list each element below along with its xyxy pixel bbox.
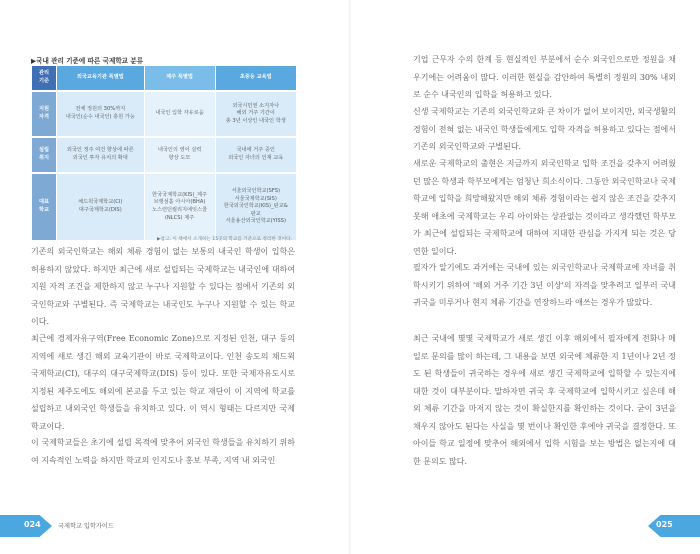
cell-text: 총 3년 이상인 내국인 학생: [225, 117, 286, 124]
row-label-text: 학교: [38, 207, 50, 213]
cell-text: 외국인 투자 유치의 확대: [72, 155, 128, 161]
row-label-text: 취지: [38, 155, 50, 161]
table-cell: [145, 174, 215, 240]
body-paragraph: 이 국제학교들은 초기에 설립 목적에 맞추어 외국인 학생들을 유치하기 위하여 지속적인 노력을 하지만 학교의 인지도나 홍보 부족, 지역 내 외국인: [31, 438, 295, 465]
page-number: 024: [24, 520, 41, 529]
column-header: 제주 특별법: [145, 66, 215, 90]
page-number: 025: [656, 520, 673, 529]
table-cell: [57, 92, 144, 136]
row-label-text: 자격: [38, 114, 50, 120]
running-title: 국제학교 입학가이드: [58, 523, 114, 530]
cell-text: 외국시민권 소지자나: [232, 102, 280, 109]
cell-text: 향상 도모: [168, 155, 191, 161]
corner-text: 관리: [38, 70, 50, 77]
table-row: [32, 138, 296, 172]
body-paragraph: 기업 근무자 수의 한계 등 현실적인 부분에서 순수 외국인으로만 정원을 채우기에는 어려움이 많다. 이러한 현실을 감안하여 특별히 정원의 30% 내외로 순수 내국인의 입학을 허용하고 있다.: [413, 55, 676, 99]
cell-text: 외국인 자녀의 인재 교육: [228, 155, 284, 161]
row-label: [32, 92, 56, 136]
table-cell: [57, 174, 144, 240]
classification-table: [31, 66, 297, 240]
table-title: ▶국내 관리 기준에 따른 국제학교 분류: [31, 57, 144, 65]
body-paragraph: 최근에 경제자유구역(Free Economic Zone)으로 지정된 인천, 대구 등의 지역에 새로 생긴 해외 교육기관이 바로 국제학교이다. 인천 송도의 채드윅국제학교(CI), 대구의 대구국제학교(DIS) 등이 있다. 또한 국제자유도시로 지정된 제주도에도 해외에 본교를 두고 있는 학교 재단이 이 지역에 학교를 설립하고 내외국인 학생들을 유치하고 있다. 이 역시 형태는 다르지만 국제학교이다.: [31, 334, 295, 431]
cell-text: 판교: [250, 210, 261, 217]
cell-text: 전체 정원의 30%까지: [75, 106, 126, 113]
table-cell: [145, 138, 215, 172]
body-paragraph: 새로운 국제학교의 출현은 지금까지 외국인학교 입학 조건을 갖추지 어려웠던 많은 학생과 학부모에게는 엄청난 희소식이다. 그동안 외국인학교나 국제학교에 입학을 희망해왔지만 해외 체류 경험이라는 쉽지 않은 조건을 갖추지 못해 애초에 국제학교는 우리 아이와는 상관없는 것이라고 생각했던 학부모가 최근에 설립되는 국제학교에 대하여 지대한 관심을 가지게 되는 것은 당연한 일이다.: [413, 159, 676, 256]
row-label-text: 지원: [38, 106, 50, 113]
cell-text: 내국인 입학 자유로움: [155, 110, 204, 117]
row-label: [32, 138, 56, 172]
cell-text: 서울외국인학교(SFS): [231, 188, 281, 195]
cell-text: 노스런던컬리지에잇스쿨: [151, 207, 208, 213]
row-label-text: 대표: [38, 199, 50, 206]
cell-text: 내국인(순수 내국인) 충원 가능: [65, 114, 135, 120]
body-paragraph: 신생 국제학교는 기존의 외국인학교와 큰 차이가 없어 보이지만, 외국생활의 경험이 전혀 없는 내국인 학생들에게도 입학 자격을 허용하고 있다는 점에서 기존의 외국인학교와 구별된다.: [413, 107, 676, 151]
table-row: [32, 92, 296, 136]
body-paragraph: 최근 국내에 몇몇 국제학교가 새로 생긴 이후 해외에서 필자에게 전화나 메일로 문의를 많이 하는데, 그 내용을 보면 외국에 체류한 지 1년이나 2년 정도 된 학생들이 귀국하는 경우에 새로 생긴 국제학교에 입학할 수 있는지에 대한 것이 대부분이다. 말하자면 귀국 후 국제학교에 입학시키고 싶은데 해외 체류 기간을 마저지 않는 것이 확실한지를 확인하는 것이다. 굳이 3년을 채우지 않아도 된다는 사실을 몇 번이나 확인한 후에야 귀국을 결정한다. 또 아이들 학교 일정에 맞추어 해외에서 입학 시험을 보는 방법은 없는지에 대한 문의도 많다.: [413, 334, 676, 466]
table-cell: [216, 174, 297, 240]
cell-text: 브랭섬홀 아시아(BHA): [153, 199, 206, 206]
column-header: 외국교육기관 특별법: [57, 66, 144, 90]
table-header-row: [32, 66, 296, 90]
column-header: 초중등 교육법: [216, 66, 297, 90]
cell-text: 해외 거주 기간이: [236, 110, 275, 117]
cell-text: 내국인의 영어 실력: [157, 147, 202, 154]
table-note: ▶참고: 이 책에서 소개하는 15곳의 학교를 기준으로 정리한 것이다.: [156, 237, 292, 242]
cell-text: 외국인 정주 여건 향상에 따른: [66, 147, 134, 154]
table-cell: [145, 92, 215, 136]
cell-text: (NLCS) 제주: [164, 214, 195, 221]
cell-text: 채드윅국제학교(CI): [78, 199, 123, 206]
body-paragraph: 필자가 알기에도 과거에는 국내에 있는 외국인학교나 국제학교에 자녀를 취학시키기 위하여 '해외 거주 기간 3년 이상'의 자격을 맞추려고 일부러 국내 귀국을 미루거나 현지 체류 기간을 연장하느라 애쓰는 경우가 많았다.: [413, 263, 676, 307]
body-paragraph: 기존의 외국인학교는 해외 체류 경험이 없는 보통의 내국인 학생이 입학은 허용하지 않았다. 하지만 최근에 새로 설립되는 국제학교는 내국인에 대하여 지원 자격 조건을 제한하지 않고 누구나 지원할 수 있다는 점에서 기존의 외국인학교와 구별된다. 즉 국제학교는 내국인도 누구나 지원할 수 있는 학교이다.: [31, 247, 295, 326]
cell-text: 한국외국인학교(KIS)_판교&: [223, 203, 288, 210]
cell-text: 국내에 거주 중인: [236, 147, 275, 154]
row-label: [32, 174, 56, 240]
table-cell: [216, 138, 297, 172]
table-cell: [57, 138, 144, 172]
cell-text: 대구국제학교(DIS): [78, 207, 122, 213]
row-label-text: 설립: [38, 147, 50, 154]
cell-text: 서울국제학교(SIS): [234, 195, 277, 202]
cell-text: 서울용산외국인학교(YISS): [225, 218, 286, 225]
corner-text: 기준: [38, 78, 50, 84]
cell-text: 한국국제학교(KIS)_제주: [152, 191, 207, 198]
table-row: [32, 174, 296, 240]
table-cell: [216, 92, 297, 136]
table-corner-cell: [32, 66, 56, 90]
